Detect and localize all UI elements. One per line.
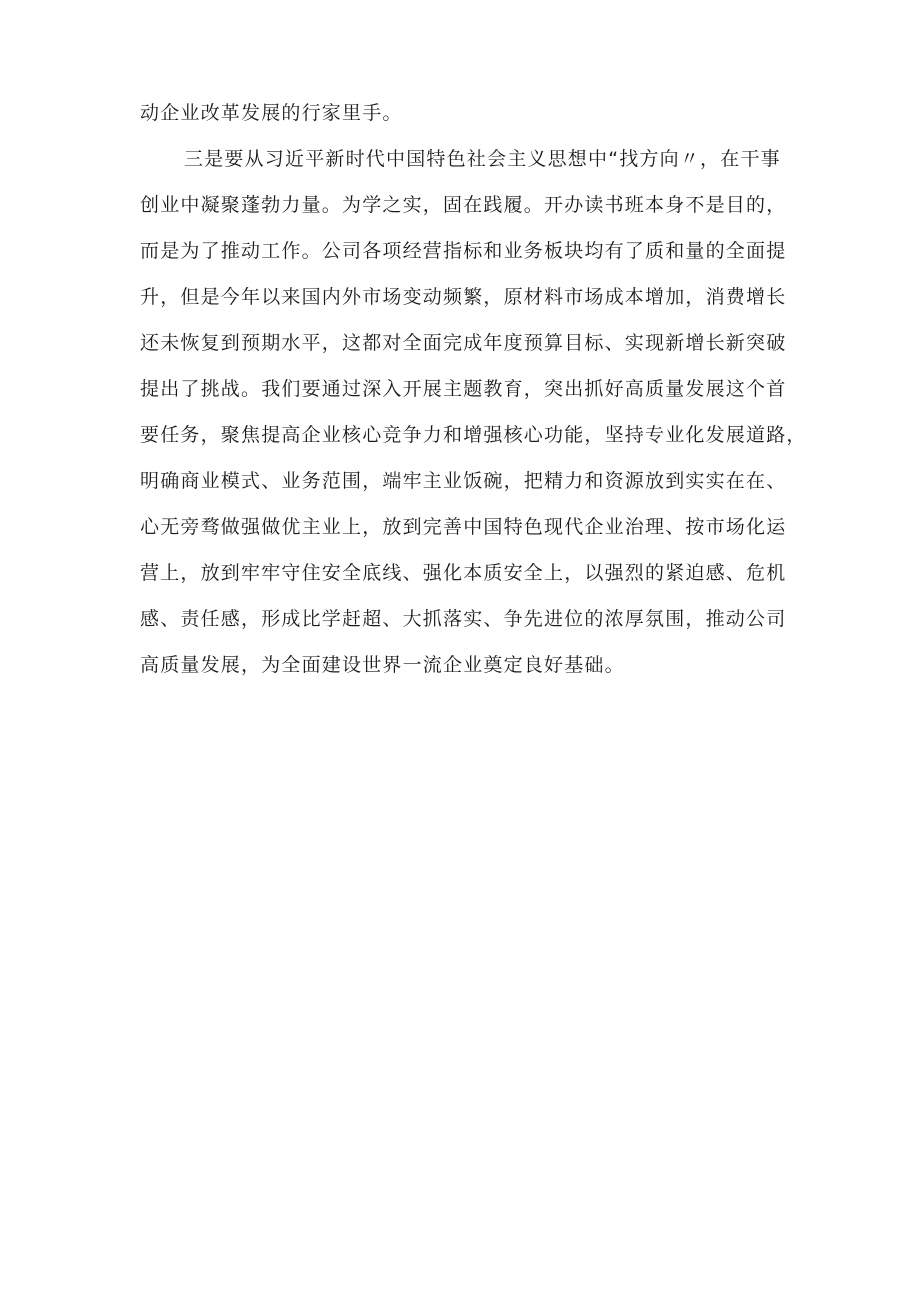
text-line-3: 创业中凝聚蓬勃力量。为学之实，固在践履。开办读书班本身不是目的， (140, 194, 787, 216)
body-text (140, 94, 807, 692)
text-line-1: 动企业改革发展的行家里手。 (140, 102, 403, 124)
text-line-11: 营上，放到牢牢守住安全底线、强化本质安全上，以强烈的紧迫感、危机 (140, 562, 787, 584)
text-line-13: 高质量发展，为全面建设世界一流企业奠定良好基础。 (140, 654, 625, 676)
text-line-8: 要任务，聚焦提高企业核心竞争力和增强核心功能，坚持专业化发展道路， (140, 424, 807, 446)
text-line-4: 而是为了推动工作。公司各项经营指标和业务板块均有了质和量的全面提 (140, 240, 787, 262)
text-line-12: 感、责任感，形成比学赶超、大抓落实、争先进位的浓厚氛围，推动公司 (140, 608, 787, 630)
text-line-10: 心无旁骛做强做优主业上，放到完善中国特色现代企业治理、按市场化运 (140, 516, 787, 538)
text-line-7: 提出了挑战。我们要通过深入开展主题教育，突出抓好高质量发展这个首 (140, 378, 787, 400)
paragraph-start-line: 三是要从习近平新时代中国特色社会主义思想中“找方向〃，在干事 (184, 148, 781, 170)
text-line-9: 明确商业模式、业务范围，端牢主业饭碗，把精力和资源放到实实在在、 (140, 470, 787, 492)
text-line-6: 还未恢复到预期水平，这都对全面完成年度预算目标、实现新增长新突破 (140, 332, 787, 354)
text-line-5: 升，但是今年以来国内外市场变动频繁，原材料市场成本增加，消费增长 (140, 286, 787, 308)
